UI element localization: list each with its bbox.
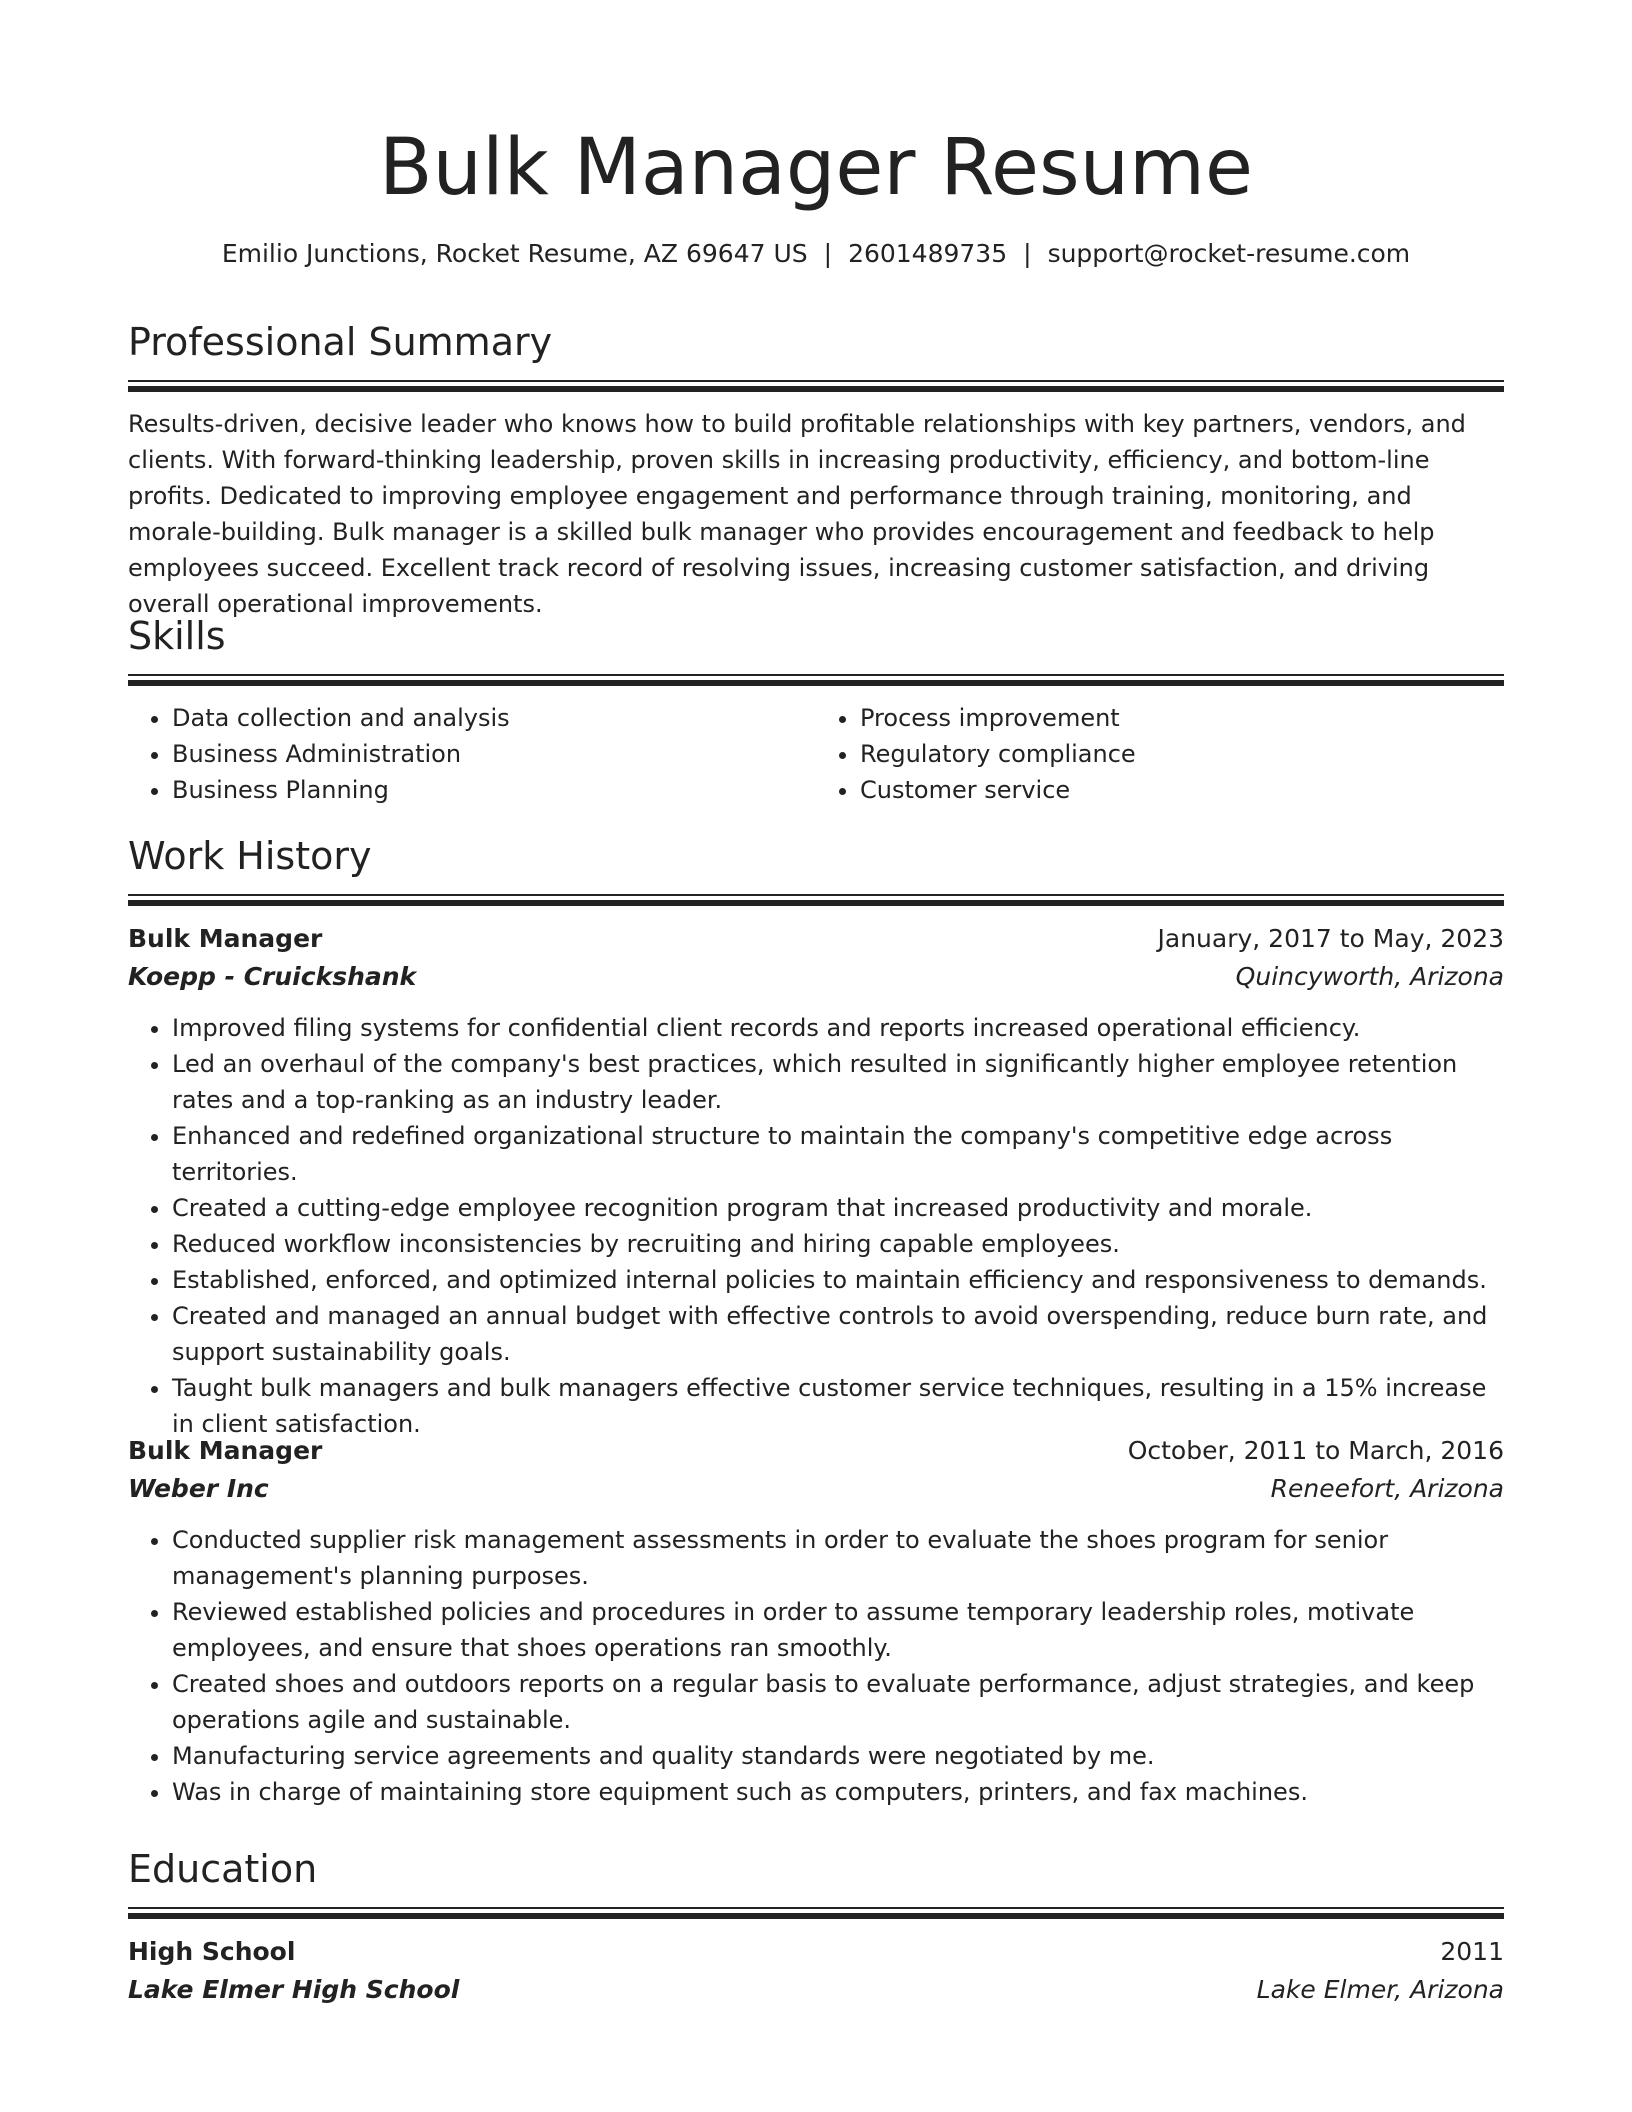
skills-columns (128, 700, 1504, 808)
skill-item: • Data collection and analysis (172, 700, 816, 736)
skill-item: • Customer service (860, 772, 1504, 808)
divider (128, 900, 1504, 906)
divider (128, 386, 1504, 392)
summary-text: Results-driven, decisive leader who knows how to build profitable relationships with key partners, vendors, and clients. With forward-thinking leadership, proven skills in increasing productivity, efficiency, and bottom-line profits. Dedicated to improving employee engagement and performance through training, monitoring, and morale-building. Bulk manager is a skilled bulk manager who provides encouragement and feedback to help employees succeed. Excellent track record of resolving issues, increasing customer satisfaction, and driving overall operational improvements. (128, 410, 1466, 618)
skill-item: • Regulatory compliance (860, 736, 1504, 772)
job-bullet: • Conducted supplier risk management assessments in order to evaluate the shoes program for senior management's planning purposes. (172, 1522, 1504, 1594)
divider (128, 380, 1504, 382)
job-bullets (128, 1010, 1504, 1442)
education-header (128, 1933, 1504, 1971)
divider (128, 680, 1504, 686)
section-heading-skills: Skills (128, 614, 226, 658)
skill-item: • Process improvement (860, 700, 1504, 736)
school-name: Lake Elmer High School (128, 1975, 460, 2004)
job-location: Reneefort, Arizona (1270, 1474, 1504, 1503)
job-bullet: • Created a cutting-edge employee recognition program that increased productivity and morale. (172, 1190, 1504, 1226)
skills-section (128, 610, 1504, 808)
job-subheader (128, 958, 1504, 996)
job-bullet: • Reduced workflow inconsistencies by recruiting and hiring capable employees. (172, 1226, 1504, 1262)
email-link[interactable]: support@rocket-resume.com (1047, 239, 1411, 268)
job-bullet: • Improved filing systems for confidential client records and reports increased operational efficiency. (172, 1010, 1504, 1046)
job-entry (128, 920, 1504, 1442)
job-bullet: • Was in charge of maintaining store equipment such as computers, printers, and fax machines. (172, 1774, 1504, 1810)
job-bullet: • Enhanced and redefined organizational structure to maintain the company's competitive edge across territories. (172, 1118, 1504, 1190)
job-bullet: • Established, enforced, and optimized internal policies to maintain efficiency and responsiveness to demands. (172, 1262, 1504, 1298)
job-location: Quincyworth, Arizona (1235, 962, 1504, 991)
job-bullet: • Manufacturing service agreements and quality standards were negotiated by me. (172, 1738, 1504, 1774)
divider (128, 1907, 1504, 1909)
section-heading-summary: Professional Summary (128, 320, 553, 364)
job-bullet: • Led an overhaul of the company's best practices, which resulted in significantly higher employee retention rates and a top-ranking as an industry leader. (172, 1046, 1504, 1118)
phone: 2601489735 (848, 239, 1008, 268)
summary-section (128, 316, 1504, 622)
separator: | (823, 239, 833, 268)
education-subheader (128, 1971, 1504, 2009)
job-entry (128, 1432, 1504, 1810)
job-bullet: • Created and managed an annual budget with effective controls to avoid overspending, reduce burn rate, and support sustainability goals. (172, 1298, 1504, 1370)
divider (128, 674, 1504, 676)
job-header (128, 920, 1504, 958)
job-bullets (128, 1522, 1504, 1810)
skill-item: • Business Administration (172, 736, 816, 772)
address: Emilio Junctions, Rocket Resume, AZ 69647 US (221, 239, 808, 268)
skills-list-right (816, 700, 1504, 808)
school-location: Lake Elmer, Arizona (1256, 1975, 1504, 2004)
section-heading-education: Education (128, 1847, 318, 1891)
education-year: 2011 (1440, 1937, 1504, 1966)
divider (128, 894, 1504, 896)
job-bullet: • Created shoes and outdoors reports on a regular basis to evaluate performance, adjust strategies, and keep operations agile and sustainable. (172, 1666, 1504, 1738)
job-dates: January, 2017 to May, 2023 (1157, 924, 1504, 953)
separator: | (1023, 239, 1032, 268)
company-name: Koepp - Cruickshank (128, 962, 417, 991)
job-title: Bulk Manager (128, 924, 323, 953)
contact-line (128, 236, 1504, 272)
divider (128, 1913, 1504, 1919)
job-header (128, 1432, 1504, 1470)
work-section (128, 830, 1504, 1442)
job-bullet: • Reviewed established policies and procedures in order to assume temporary leadership roles, motivate employees, and ensure that shoes operations ran smoothly. (172, 1594, 1504, 1666)
skill-item: • Business Planning (172, 772, 816, 808)
job-subheader (128, 1470, 1504, 1508)
resume-title: Bulk Manager Resume (379, 123, 1253, 213)
education-section (128, 1843, 1504, 2009)
education-entry (128, 1933, 1504, 2009)
job-bullet: • Taught bulk managers and bulk managers effective customer service techniques, resulting in a 15% increase in client satisfaction. (172, 1370, 1504, 1442)
job-title: Bulk Manager (128, 1436, 323, 1465)
section-heading-work: Work History (128, 834, 372, 878)
degree: High School (128, 1937, 296, 1966)
skills-list-left (128, 700, 816, 808)
job-dates: October, 2011 to March, 2016 (1127, 1436, 1504, 1465)
company-name: Weber Inc (128, 1474, 269, 1503)
